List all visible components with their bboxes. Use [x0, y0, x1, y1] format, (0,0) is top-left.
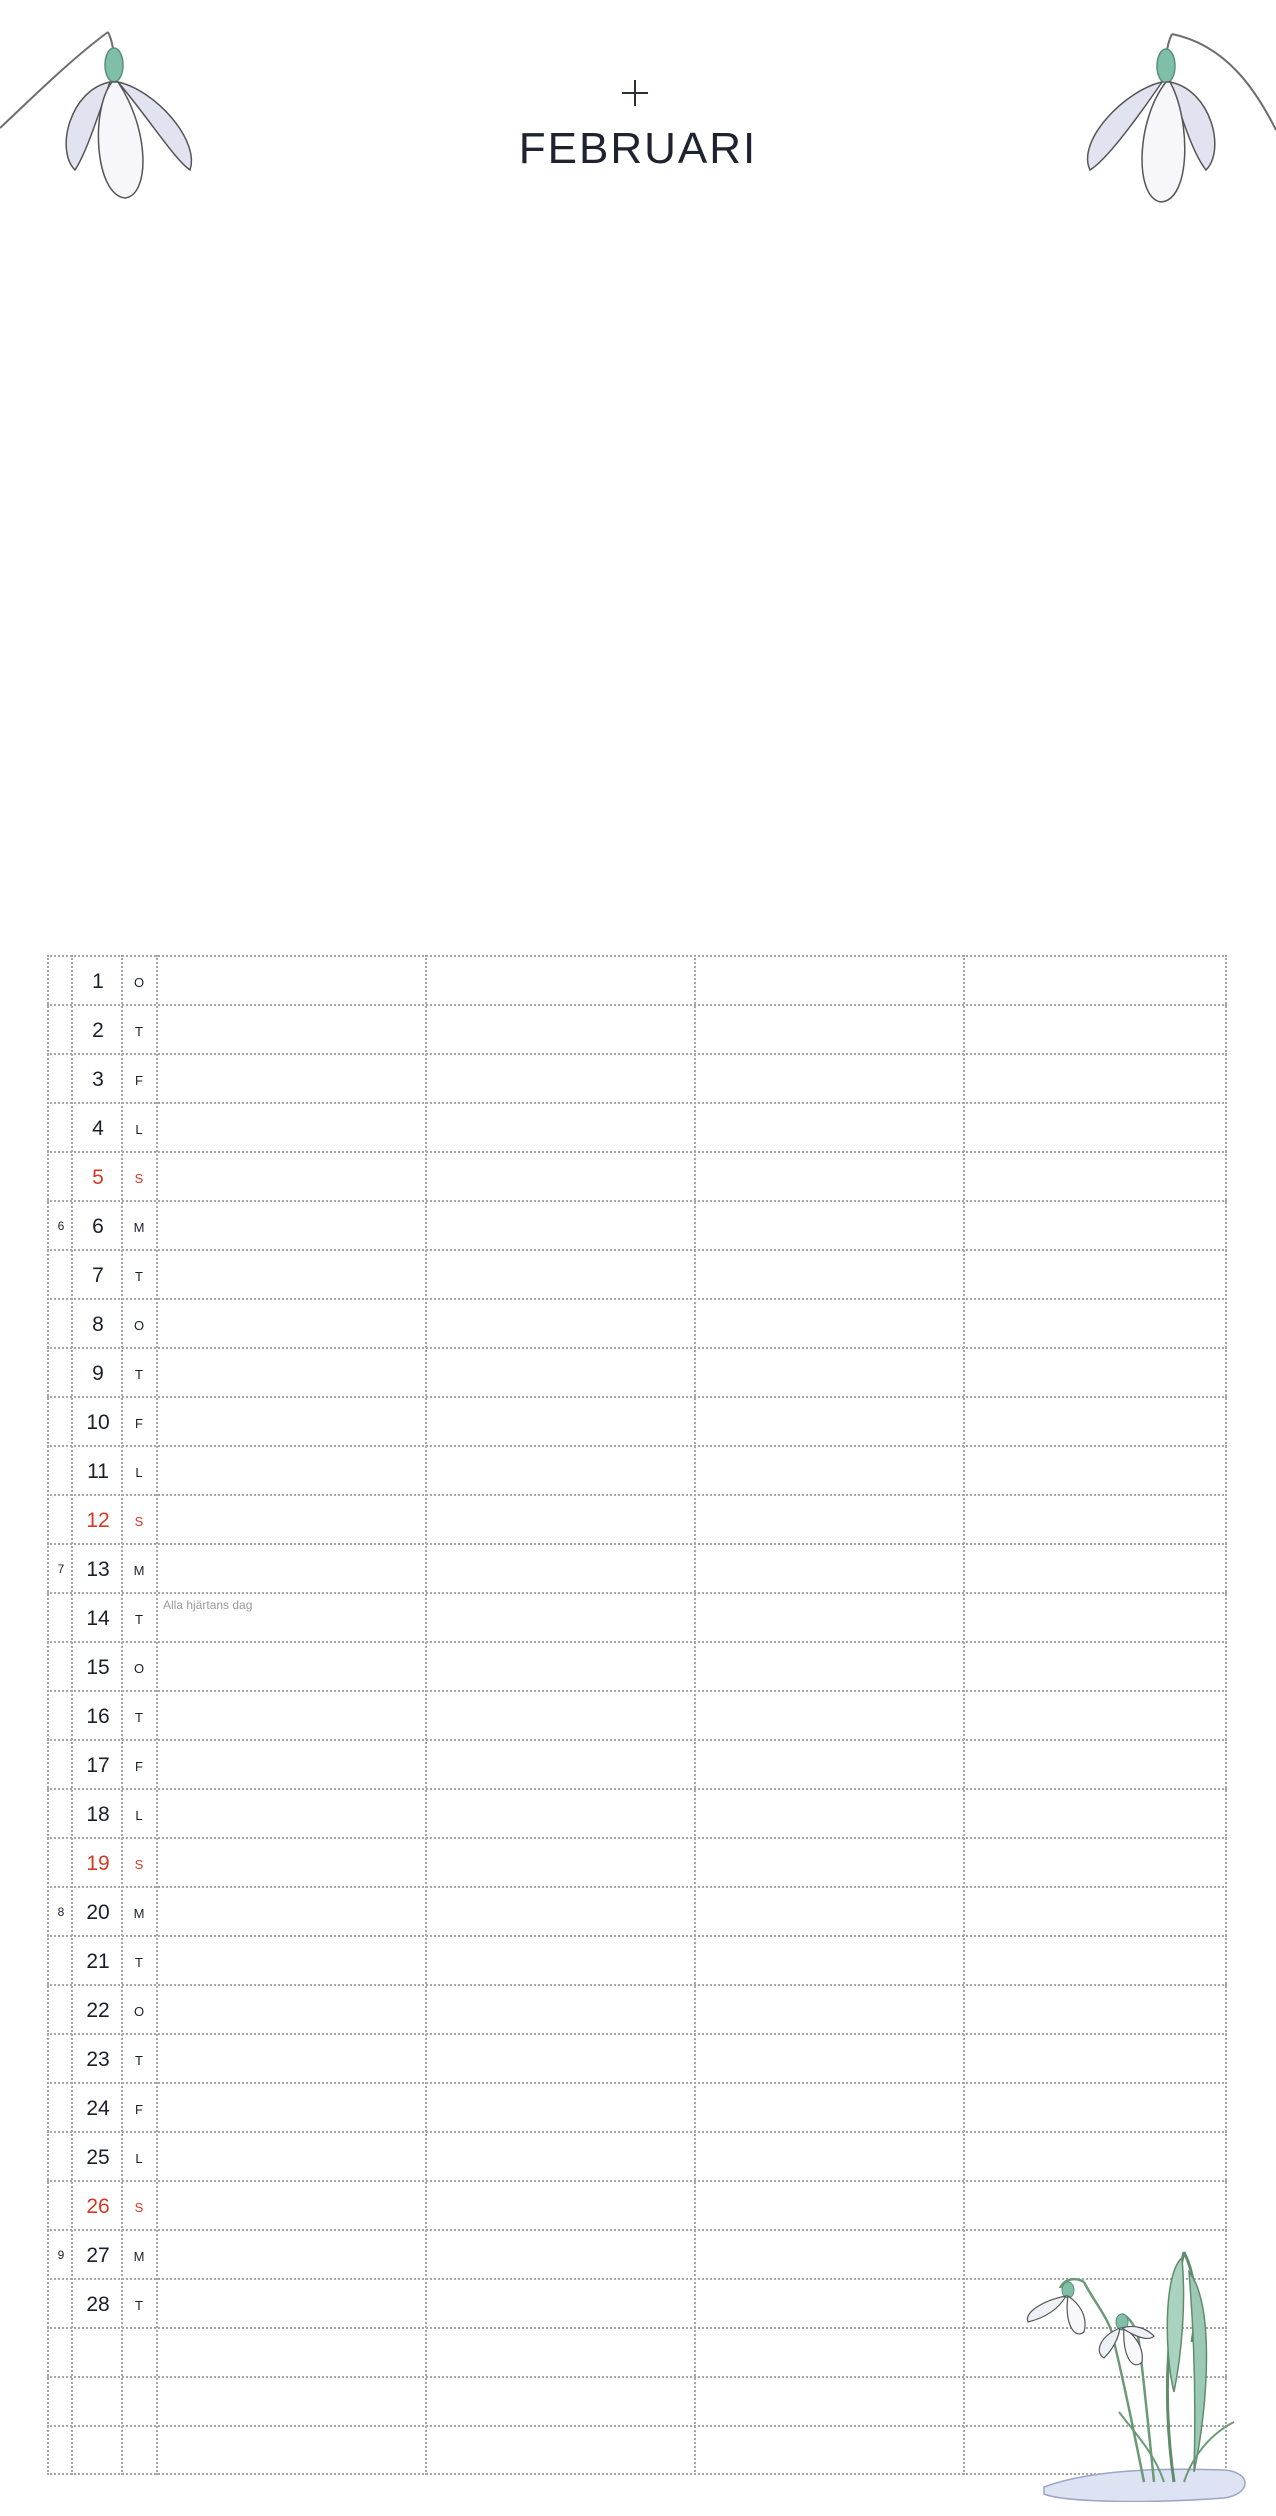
day-number: 9 [92, 1362, 104, 1385]
day-number: 4 [92, 1117, 104, 1140]
weekday-letter: T [135, 1955, 143, 1970]
day-number: 25 [86, 2146, 110, 2169]
day-number: 7 [92, 1264, 104, 1287]
weekday-letter: O [133, 1318, 145, 1333]
calendar-row [47, 955, 1227, 1004]
weekday-letter: O [133, 2004, 145, 2019]
calendar-row [47, 1200, 1227, 1249]
weekday-letter: F [135, 1073, 143, 1088]
weekday-letter: S [134, 1171, 144, 1186]
calendar-row [47, 1249, 1227, 1298]
calendar-row [47, 1739, 1227, 1788]
calendar-row [47, 1935, 1227, 1984]
snowdrop-flower-icon [0, 20, 200, 210]
day-number: 26 [86, 2195, 110, 2218]
day-number: 27 [86, 2244, 110, 2267]
weekday-letter: F [135, 2102, 143, 2117]
day-number: 16 [86, 1705, 110, 1728]
calendar-row [47, 1788, 1227, 1837]
weekday-letter: F [135, 1416, 143, 1431]
day-number: 19 [86, 1852, 110, 1875]
week-number: 9 [57, 2248, 65, 2262]
weekday-letter: L [135, 1465, 143, 1480]
day-number: 24 [86, 2097, 110, 2120]
week-number: 8 [57, 1905, 65, 1919]
weekday-letter: M [133, 1906, 145, 1921]
week-number: 7 [57, 1562, 65, 1576]
day-number: 22 [86, 1999, 110, 2022]
calendar-row [47, 1494, 1227, 1543]
month-title: FEBRUARI [518, 124, 758, 173]
day-number: 10 [86, 1411, 110, 1434]
weekday-letter: T [135, 2053, 143, 2068]
plus-icon [622, 80, 648, 106]
weekday-letter: T [135, 1612, 143, 1627]
day-number: 20 [86, 1901, 110, 1924]
weekday-letter: S [134, 2200, 144, 2215]
weekday-letter: S [134, 1514, 144, 1529]
calendar-row [47, 2082, 1227, 2131]
weekday-letter: S [134, 1857, 144, 1872]
calendar-row [47, 1053, 1227, 1102]
calendar-row [47, 1396, 1227, 1445]
calendar-row [47, 2180, 1227, 2229]
calendar-row [47, 2033, 1227, 2082]
day-number: 12 [86, 1509, 110, 1532]
day-number: 5 [92, 1166, 104, 1189]
day-number: 8 [92, 1313, 104, 1336]
calendar-row [47, 1151, 1227, 1200]
weekday-letter: M [133, 1563, 145, 1578]
day-number: 14 [86, 1607, 110, 1630]
snowdrop-flower-icon [1076, 20, 1276, 210]
calendar-row [47, 1543, 1227, 1592]
day-number: 1 [92, 970, 104, 993]
weekday-letter: L [135, 1808, 143, 1823]
weekday-letter: T [135, 2298, 143, 2313]
day-number: 18 [86, 1803, 110, 1826]
day-number: 23 [86, 2048, 110, 2071]
weekday-letter: T [135, 1024, 143, 1039]
weekday-letter: L [135, 2151, 143, 2166]
weekday-letter: O [133, 975, 145, 990]
calendar-row [47, 1347, 1227, 1396]
calendar-row [47, 1102, 1227, 1151]
day-number: 3 [92, 1068, 104, 1091]
calendar-row [47, 1641, 1227, 1690]
day-number: 6 [92, 1215, 104, 1238]
weekday-letter: T [135, 1710, 143, 1725]
weekday-letter: L [135, 1122, 143, 1137]
day-number: 21 [86, 1950, 110, 1973]
calendar-row [47, 1984, 1227, 2033]
snowdrop-cluster-icon [1024, 2232, 1252, 2502]
holiday-note: Alla hjärtans dag [163, 1598, 253, 1612]
day-number: 11 [87, 1460, 109, 1483]
weekday-letter: T [135, 1367, 143, 1382]
weekday-letter: O [133, 1661, 145, 1676]
week-number: 6 [57, 1219, 65, 1233]
calendar-row [47, 1004, 1227, 1053]
day-number: 28 [86, 2293, 110, 2316]
calendar-row [47, 2131, 1227, 2180]
calendar-row [47, 1445, 1227, 1494]
day-number: 15 [86, 1656, 110, 1679]
day-number: 13 [86, 1558, 110, 1581]
calendar-row [47, 1837, 1227, 1886]
day-number: 2 [92, 1019, 104, 1042]
day-number: 17 [86, 1754, 110, 1777]
weekday-letter: M [133, 1220, 145, 1235]
calendar-row [47, 1298, 1227, 1347]
weekday-letter: F [135, 1759, 143, 1774]
weekday-letter: T [135, 1269, 143, 1284]
calendar-row [47, 1592, 1227, 1641]
calendar-row [47, 1886, 1227, 1935]
weekday-letter: M [133, 2249, 145, 2264]
calendar-row [47, 1690, 1227, 1739]
